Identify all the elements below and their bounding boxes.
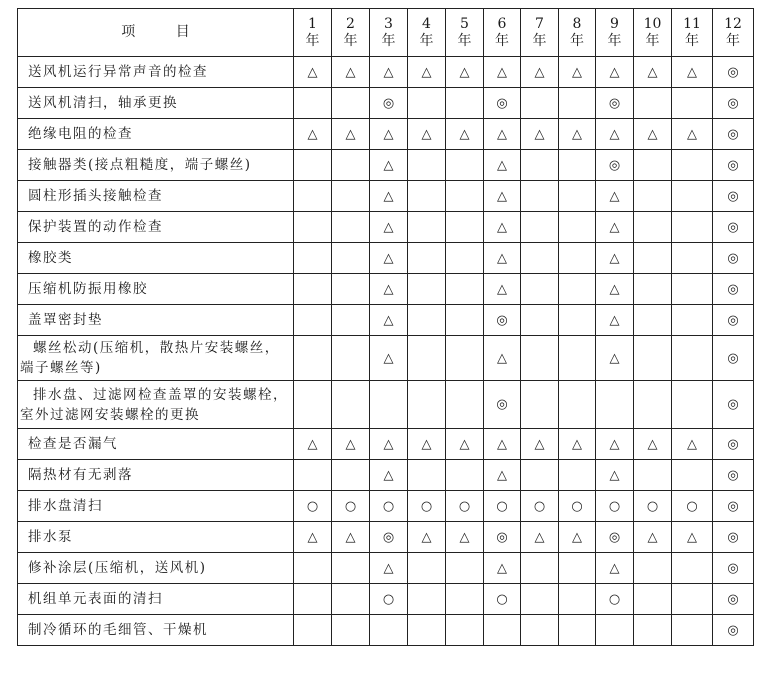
table-row	[18, 522, 754, 553]
schedule-mark: ○	[634, 491, 672, 522]
schedule-mark	[370, 615, 408, 646]
schedule-mark	[596, 381, 634, 429]
schedule-mark: △	[294, 119, 332, 150]
schedule-mark: △	[484, 150, 521, 181]
year-unit: 年	[419, 32, 434, 49]
schedule-mark	[634, 381, 672, 429]
item-label: 排水盘、过滤网检查盖罩的安装螺栓，室外过滤网安装螺栓的更换	[18, 381, 294, 429]
schedule-mark	[408, 274, 446, 305]
schedule-mark: △	[484, 336, 521, 381]
table-row	[18, 584, 754, 615]
schedule-mark: △	[672, 119, 713, 150]
item-label: 送风机清扫，轴承更换	[18, 88, 294, 119]
column-header-year	[713, 9, 754, 57]
schedule-mark	[672, 381, 713, 429]
column-header-year	[332, 9, 370, 57]
schedule-mark: △	[294, 429, 332, 460]
item-label: 送风机运行异常声音的检查	[18, 57, 294, 88]
schedule-mark: △	[294, 57, 332, 88]
table-row	[18, 88, 754, 119]
table-row	[18, 150, 754, 181]
schedule-mark: △	[370, 150, 408, 181]
schedule-mark: ◎	[713, 491, 754, 522]
schedule-mark	[294, 274, 332, 305]
column-header-year	[559, 9, 596, 57]
schedule-mark	[672, 243, 713, 274]
year-number: 11	[683, 15, 701, 32]
schedule-mark: ○	[370, 584, 408, 615]
schedule-mark	[294, 615, 332, 646]
schedule-mark	[408, 381, 446, 429]
table-row	[18, 274, 754, 305]
schedule-mark: △	[408, 119, 446, 150]
schedule-mark	[634, 243, 672, 274]
schedule-mark: △	[521, 119, 559, 150]
schedule-mark	[408, 212, 446, 243]
table-body	[18, 57, 754, 646]
schedule-mark: △	[596, 460, 634, 491]
schedule-mark	[634, 88, 672, 119]
schedule-mark	[294, 181, 332, 212]
schedule-mark	[332, 460, 370, 491]
schedule-mark: ○	[672, 491, 713, 522]
schedule-mark: ◎	[713, 150, 754, 181]
schedule-mark	[672, 150, 713, 181]
column-header-year	[408, 9, 446, 57]
schedule-mark	[559, 305, 596, 336]
schedule-mark: △	[484, 553, 521, 584]
schedule-mark: △	[596, 305, 634, 336]
schedule-mark: ◎	[713, 119, 754, 150]
schedule-mark	[294, 381, 332, 429]
schedule-mark: △	[446, 57, 484, 88]
schedule-mark	[521, 243, 559, 274]
item-label: 圆柱形插头接触检查	[18, 181, 294, 212]
column-header-year	[672, 9, 713, 57]
schedule-mark: △	[484, 429, 521, 460]
schedule-mark: ◎	[713, 429, 754, 460]
schedule-mark	[559, 88, 596, 119]
schedule-mark: ◎	[713, 522, 754, 553]
schedule-mark: △	[484, 274, 521, 305]
table-row	[18, 553, 754, 584]
schedule-mark	[559, 460, 596, 491]
schedule-mark: △	[634, 119, 672, 150]
schedule-mark	[559, 212, 596, 243]
schedule-mark	[408, 460, 446, 491]
schedule-mark: ◎	[713, 181, 754, 212]
schedule-mark	[521, 460, 559, 491]
schedule-mark: △	[370, 57, 408, 88]
schedule-mark	[559, 615, 596, 646]
year-number: 10	[643, 15, 662, 32]
schedule-mark	[521, 584, 559, 615]
schedule-mark	[521, 181, 559, 212]
schedule-mark: △	[596, 181, 634, 212]
item-label: 制冷循环的毛细管、干燥机	[18, 615, 294, 646]
item-label: 盖罩密封垫	[18, 305, 294, 336]
table-row	[18, 305, 754, 336]
schedule-mark	[294, 460, 332, 491]
column-header-year	[446, 9, 484, 57]
schedule-mark	[559, 181, 596, 212]
schedule-mark	[446, 584, 484, 615]
schedule-mark: △	[370, 460, 408, 491]
column-header-year	[370, 9, 408, 57]
schedule-mark: △	[484, 119, 521, 150]
schedule-mark	[446, 336, 484, 381]
schedule-mark	[634, 553, 672, 584]
schedule-mark: △	[596, 274, 634, 305]
year-unit: 年	[457, 32, 472, 49]
schedule-mark	[332, 243, 370, 274]
schedule-mark: △	[484, 181, 521, 212]
schedule-mark	[332, 150, 370, 181]
schedule-mark	[521, 212, 559, 243]
schedule-mark: △	[408, 429, 446, 460]
schedule-mark	[672, 336, 713, 381]
schedule-mark	[408, 336, 446, 381]
schedule-mark: △	[596, 212, 634, 243]
schedule-mark: ◎	[713, 274, 754, 305]
schedule-mark	[446, 615, 484, 646]
schedule-mark: △	[672, 522, 713, 553]
schedule-mark	[672, 88, 713, 119]
table-row	[18, 491, 754, 522]
column-header-year	[484, 9, 521, 57]
schedule-mark	[521, 274, 559, 305]
table-row	[18, 429, 754, 460]
schedule-mark: △	[332, 522, 370, 553]
schedule-mark	[559, 150, 596, 181]
schedule-mark	[408, 243, 446, 274]
year-number: 7	[535, 15, 544, 32]
schedule-mark: △	[332, 429, 370, 460]
schedule-mark: △	[370, 181, 408, 212]
schedule-mark: △	[596, 57, 634, 88]
schedule-mark: ○	[370, 491, 408, 522]
schedule-mark	[559, 336, 596, 381]
schedule-mark	[559, 584, 596, 615]
schedule-mark: △	[484, 57, 521, 88]
schedule-mark: △	[596, 243, 634, 274]
schedule-mark: △	[484, 460, 521, 491]
schedule-mark: ○	[596, 491, 634, 522]
schedule-mark	[294, 584, 332, 615]
item-label: 机组单元表面的清扫	[18, 584, 294, 615]
schedule-mark	[672, 553, 713, 584]
schedule-mark	[332, 584, 370, 615]
column-header-year	[294, 9, 332, 57]
item-label: 修补涂层(压缩机，送风机)	[18, 553, 294, 584]
schedule-mark	[294, 150, 332, 181]
schedule-mark	[634, 181, 672, 212]
schedule-mark: △	[332, 119, 370, 150]
schedule-mark	[521, 88, 559, 119]
schedule-mark	[408, 150, 446, 181]
schedule-mark: △	[370, 336, 408, 381]
schedule-mark	[446, 150, 484, 181]
item-label: 橡胶类	[18, 243, 294, 274]
column-header-year	[521, 9, 559, 57]
schedule-mark	[484, 615, 521, 646]
schedule-mark: △	[559, 429, 596, 460]
schedule-mark: ○	[294, 491, 332, 522]
schedule-mark: ◎	[713, 212, 754, 243]
year-unit: 年	[495, 32, 509, 49]
table-header	[18, 9, 754, 57]
schedule-mark: ◎	[596, 88, 634, 119]
schedule-mark	[446, 381, 484, 429]
schedule-mark	[332, 336, 370, 381]
schedule-mark	[559, 243, 596, 274]
year-unit: 年	[305, 32, 320, 49]
table-row	[18, 212, 754, 243]
schedule-mark	[370, 381, 408, 429]
schedule-mark	[294, 305, 332, 336]
schedule-mark: △	[370, 119, 408, 150]
schedule-mark: ◎	[596, 522, 634, 553]
schedule-mark	[294, 88, 332, 119]
schedule-mark: ◎	[713, 243, 754, 274]
schedule-mark: ◎	[370, 88, 408, 119]
schedule-mark	[521, 150, 559, 181]
schedule-mark: ◎	[713, 336, 754, 381]
schedule-mark: ○	[446, 491, 484, 522]
schedule-mark: △	[408, 522, 446, 553]
schedule-mark: ◎	[713, 305, 754, 336]
schedule-mark: ◎	[596, 150, 634, 181]
schedule-mark: △	[521, 57, 559, 88]
schedule-mark: ◎	[713, 88, 754, 119]
schedule-mark	[408, 88, 446, 119]
item-label: 保护装置的动作检查	[18, 212, 294, 243]
schedule-mark: ◎	[484, 305, 521, 336]
year-unit: 年	[607, 32, 622, 49]
schedule-mark	[332, 615, 370, 646]
year-number: 9	[610, 15, 619, 32]
schedule-mark	[672, 460, 713, 491]
schedule-mark	[559, 553, 596, 584]
schedule-mark: ◎	[713, 553, 754, 584]
year-unit: 年	[532, 32, 547, 49]
year-number: 4	[422, 15, 431, 32]
schedule-mark	[634, 305, 672, 336]
column-header-year	[596, 9, 634, 57]
schedule-mark: ○	[559, 491, 596, 522]
schedule-mark: ◎	[370, 522, 408, 553]
schedule-mark: ○	[484, 584, 521, 615]
schedule-mark	[446, 88, 484, 119]
year-number: 8	[572, 15, 582, 32]
schedule-mark: ◎	[713, 57, 754, 88]
schedule-mark: △	[370, 212, 408, 243]
table-row	[18, 460, 754, 491]
schedule-mark	[446, 274, 484, 305]
year-number: 3	[384, 15, 393, 32]
schedule-mark	[446, 553, 484, 584]
schedule-mark: △	[672, 429, 713, 460]
schedule-mark	[408, 553, 446, 584]
schedule-mark	[634, 150, 672, 181]
schedule-mark	[634, 274, 672, 305]
schedule-mark	[559, 381, 596, 429]
year-unit: 年	[645, 32, 660, 49]
item-label: 接触器类(接点粗糙度，端子螺丝)	[18, 150, 294, 181]
schedule-mark: △	[521, 522, 559, 553]
item-label: 隔热材有无剥落	[18, 460, 294, 491]
schedule-mark	[446, 243, 484, 274]
schedule-mark: △	[559, 57, 596, 88]
schedule-mark: △	[484, 212, 521, 243]
item-label: 检查是否漏气	[18, 429, 294, 460]
schedule-mark: ○	[521, 491, 559, 522]
schedule-mark	[521, 381, 559, 429]
schedule-mark	[521, 305, 559, 336]
schedule-mark: △	[596, 336, 634, 381]
year-number: 5	[460, 15, 469, 32]
table-row	[18, 57, 754, 88]
schedule-mark	[332, 88, 370, 119]
schedule-mark: △	[446, 522, 484, 553]
schedule-mark: △	[370, 429, 408, 460]
schedule-mark: △	[370, 553, 408, 584]
schedule-mark: △	[370, 243, 408, 274]
schedule-mark: △	[559, 522, 596, 553]
maintenance-schedule-table	[17, 8, 754, 646]
year-number: 12	[724, 15, 742, 32]
schedule-mark	[408, 615, 446, 646]
schedule-mark	[521, 553, 559, 584]
schedule-mark	[446, 305, 484, 336]
item-label: 绝缘电阻的检查	[18, 119, 294, 150]
schedule-mark	[332, 274, 370, 305]
schedule-mark: △	[294, 522, 332, 553]
year-number: 2	[346, 15, 355, 32]
schedule-mark	[408, 305, 446, 336]
schedule-mark: ○	[596, 584, 634, 615]
schedule-mark: △	[672, 57, 713, 88]
schedule-mark	[408, 181, 446, 212]
schedule-mark	[521, 615, 559, 646]
table-row	[18, 336, 754, 381]
schedule-mark	[332, 553, 370, 584]
schedule-mark	[294, 243, 332, 274]
schedule-mark	[294, 336, 332, 381]
schedule-mark	[521, 336, 559, 381]
schedule-mark: △	[634, 522, 672, 553]
schedule-mark	[332, 181, 370, 212]
schedule-mark: ◎	[484, 522, 521, 553]
year-number: 6	[497, 15, 507, 32]
schedule-mark: △	[446, 119, 484, 150]
schedule-mark	[332, 381, 370, 429]
schedule-mark: △	[596, 553, 634, 584]
schedule-mark	[634, 584, 672, 615]
schedule-mark: △	[408, 57, 446, 88]
item-label: 压缩机防振用橡胶	[18, 274, 294, 305]
schedule-mark	[446, 460, 484, 491]
year-unit: 年	[685, 32, 699, 49]
schedule-mark: △	[521, 429, 559, 460]
column-header-item: 项 目	[18, 9, 294, 57]
schedule-mark	[332, 305, 370, 336]
table-row	[18, 243, 754, 274]
schedule-mark	[634, 336, 672, 381]
schedule-mark: ○	[484, 491, 521, 522]
table-row	[18, 181, 754, 212]
year-number: 1	[308, 15, 317, 32]
year-unit: 年	[381, 32, 396, 49]
schedule-mark: △	[596, 119, 634, 150]
schedule-mark	[408, 584, 446, 615]
schedule-mark: △	[559, 119, 596, 150]
schedule-mark: △	[370, 274, 408, 305]
schedule-mark: ○	[408, 491, 446, 522]
table-row	[18, 615, 754, 646]
schedule-mark: ◎	[713, 460, 754, 491]
schedule-mark	[672, 181, 713, 212]
item-label: 螺丝松动(压缩机，散热片安装螺丝，端子螺丝等)	[18, 336, 294, 381]
schedule-mark	[294, 212, 332, 243]
year-unit: 年	[343, 32, 358, 49]
schedule-mark: ◎	[484, 381, 521, 429]
schedule-mark	[332, 212, 370, 243]
column-header-year	[634, 9, 672, 57]
schedule-mark	[672, 615, 713, 646]
schedule-mark: △	[484, 243, 521, 274]
schedule-mark	[559, 274, 596, 305]
schedule-mark	[634, 615, 672, 646]
schedule-mark: △	[446, 429, 484, 460]
schedule-mark	[294, 553, 332, 584]
schedule-mark: ○	[332, 491, 370, 522]
item-label: 排水泵	[18, 522, 294, 553]
schedule-mark	[672, 212, 713, 243]
schedule-mark	[672, 584, 713, 615]
schedule-mark	[596, 615, 634, 646]
schedule-mark: ◎	[713, 381, 754, 429]
schedule-mark	[634, 460, 672, 491]
schedule-mark: △	[634, 429, 672, 460]
table-row	[18, 119, 754, 150]
schedule-mark	[672, 274, 713, 305]
schedule-mark	[634, 212, 672, 243]
schedule-mark: ◎	[484, 88, 521, 119]
table-row	[18, 381, 754, 429]
schedule-mark	[446, 212, 484, 243]
year-unit: 年	[570, 32, 584, 49]
schedule-mark: △	[332, 57, 370, 88]
schedule-mark: ◎	[713, 584, 754, 615]
year-unit: 年	[726, 32, 740, 49]
schedule-mark	[446, 181, 484, 212]
schedule-mark	[672, 305, 713, 336]
item-label: 排水盘清扫	[18, 491, 294, 522]
schedule-mark: △	[596, 429, 634, 460]
schedule-mark: △	[634, 57, 672, 88]
schedule-mark: △	[370, 305, 408, 336]
schedule-mark: ◎	[713, 615, 754, 646]
